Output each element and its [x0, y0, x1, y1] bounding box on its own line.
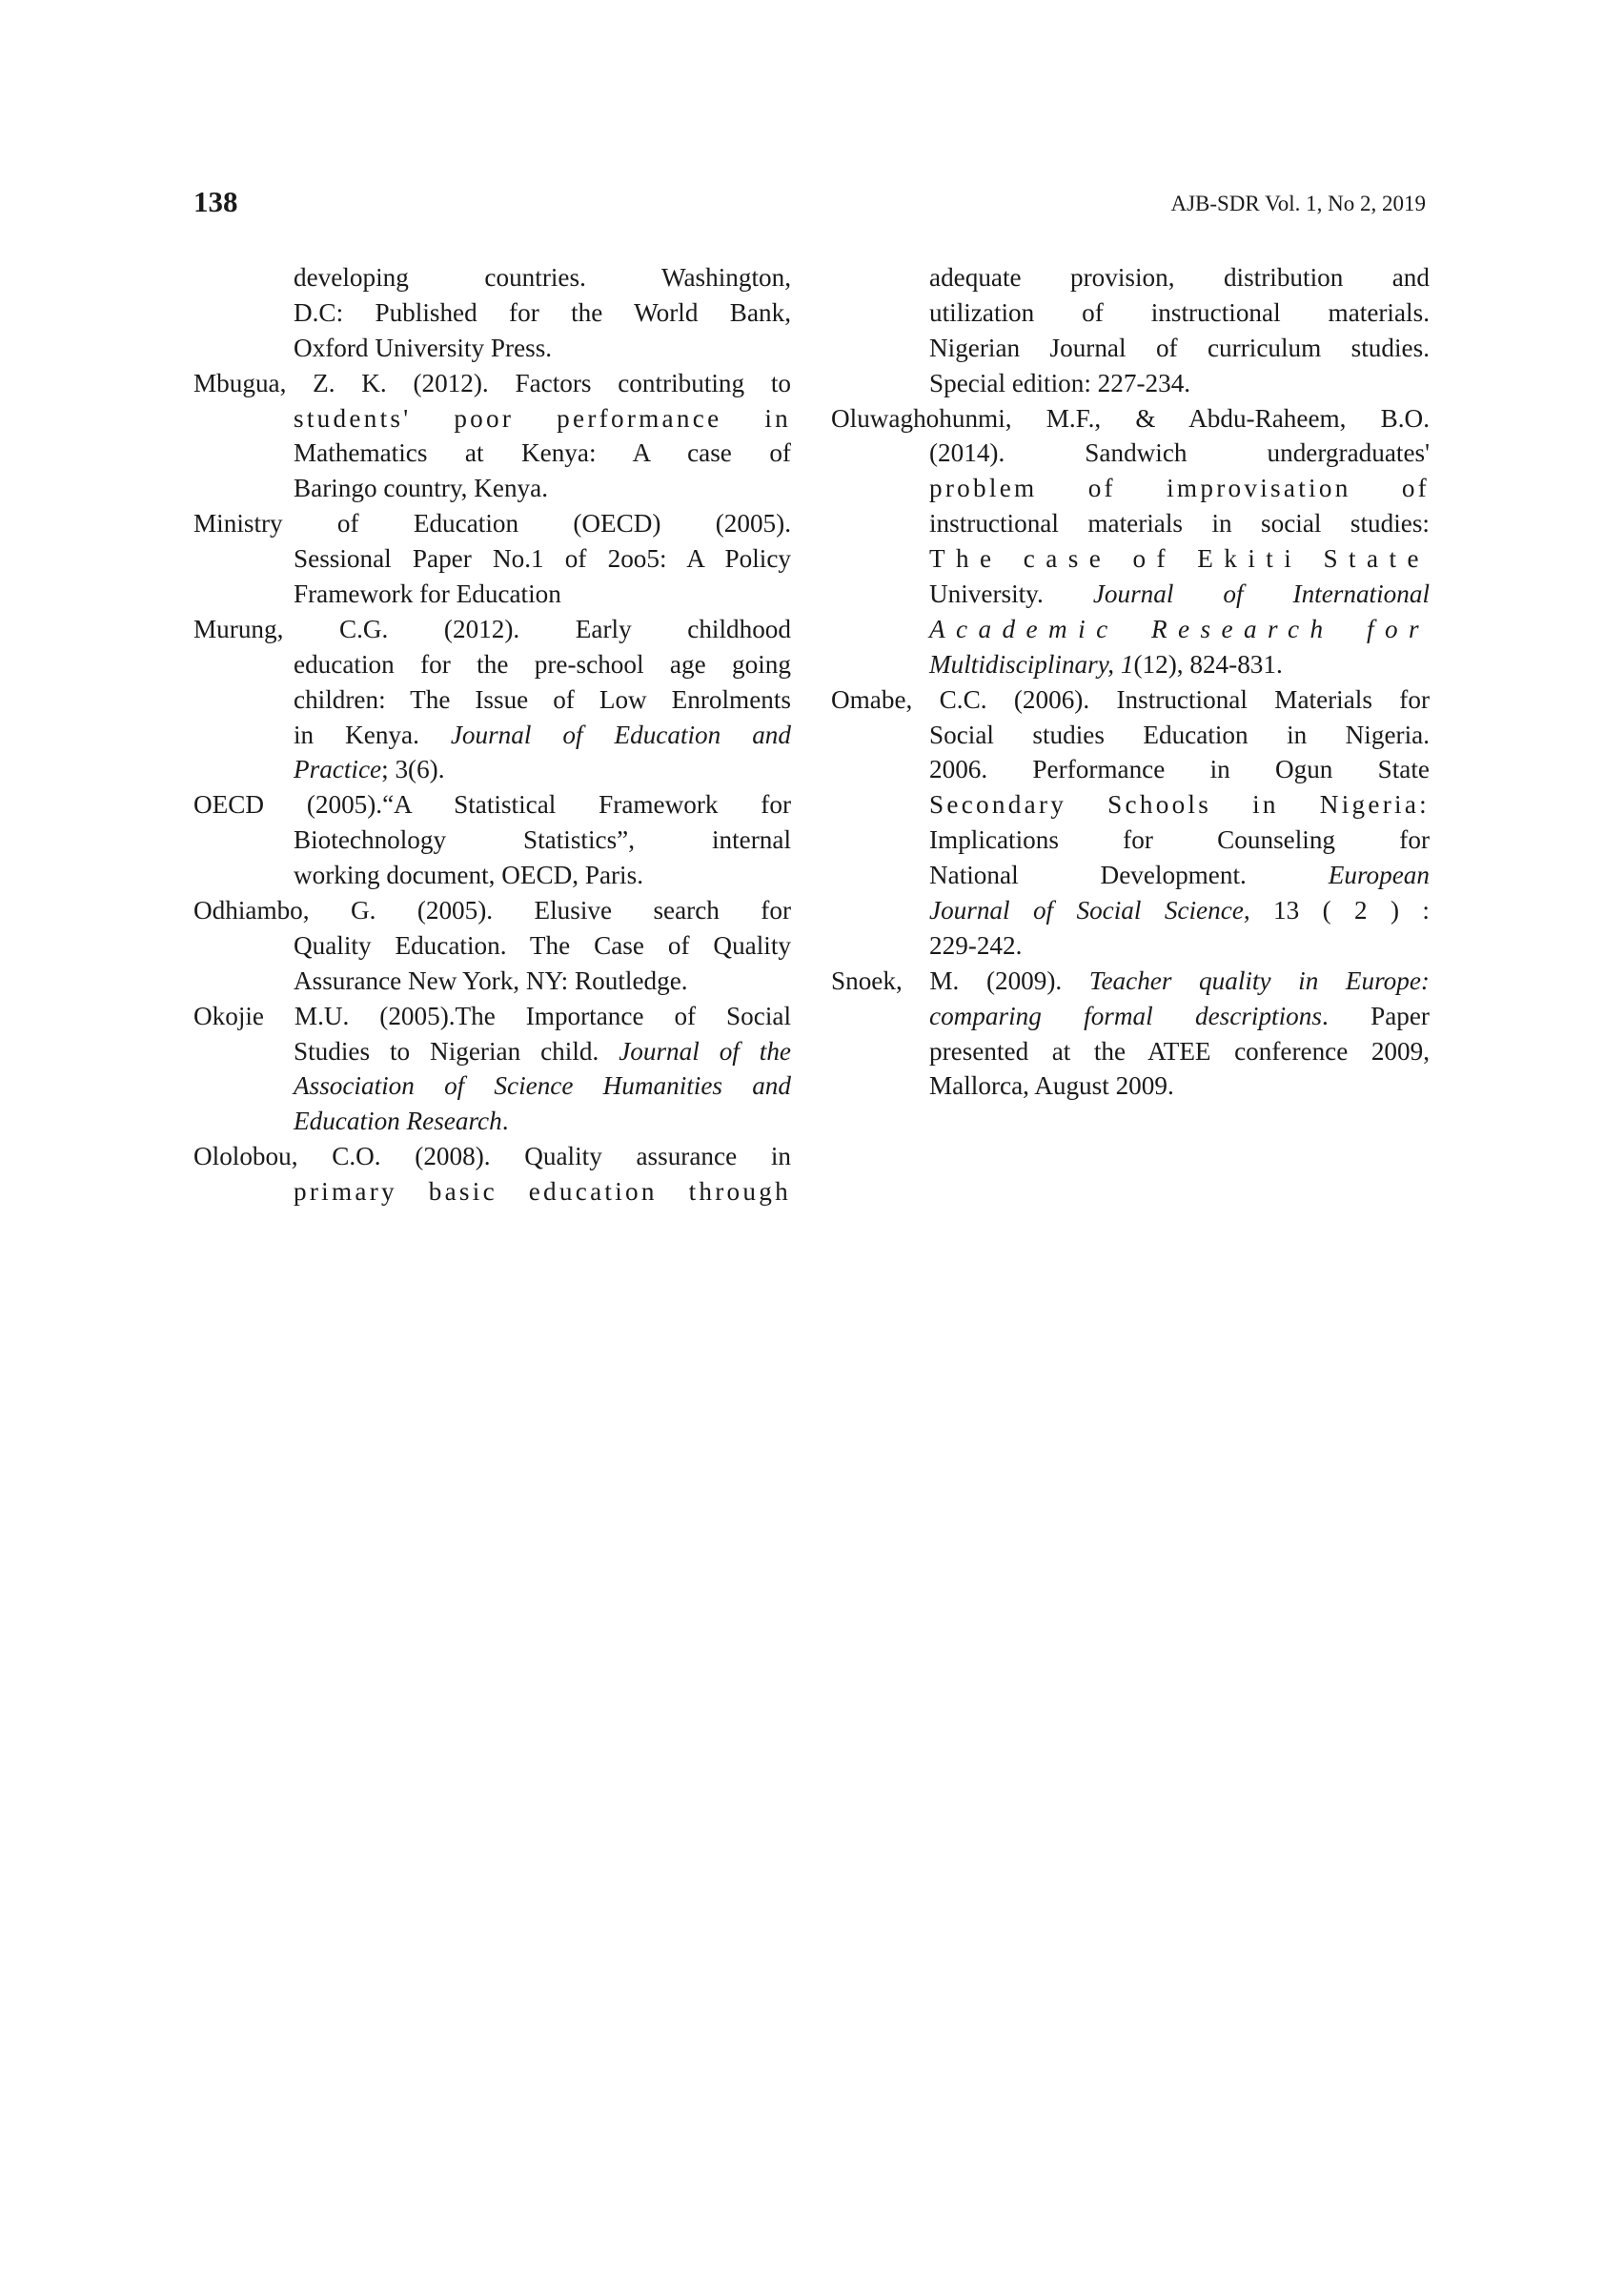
reference-line: [193, 577, 791, 612]
reference-italic-text: European: [1328, 861, 1430, 890]
reference-line: [831, 295, 1430, 331]
reference-text: (2014). Sandwich undergraduates': [929, 438, 1430, 468]
reference-line: [193, 1068, 791, 1104]
reference-line: [193, 999, 791, 1034]
reference-entry: [193, 506, 791, 612]
reference-entry: [193, 787, 791, 893]
reference-text: Okojie M.U. (2005).The Importance of Social: [193, 1001, 791, 1030]
reference-line: [831, 787, 1430, 823]
reference-line: [831, 964, 1430, 999]
reference-line: [831, 401, 1430, 437]
reference-text: working document, OECD, Paris.: [294, 861, 643, 890]
reference-line: [193, 331, 791, 366]
reference-text: (12), 824-831.: [1133, 649, 1283, 679]
reference-text: Odhiambo, G. (2005). Elusive search for: [193, 896, 791, 925]
reference-line: [831, 1068, 1430, 1104]
reference-line: [193, 858, 791, 893]
reference-text: students' poor performance in: [294, 403, 791, 433]
reference-line: [831, 260, 1430, 295]
reference-italic-text: Education Research: [294, 1107, 502, 1136]
references-column-right: [831, 260, 1430, 1104]
reference-text: Framework for Education: [294, 579, 561, 609]
reference-line: [193, 541, 791, 577]
reference-line: [831, 858, 1430, 893]
reference-line: [831, 823, 1430, 858]
reference-text: Ololobou, C.O. (2008). Quality assurance in: [193, 1142, 791, 1171]
reference-line: [831, 682, 1430, 718]
reference-line: [831, 752, 1430, 787]
reference-text: Ministry of Education (OECD) (2005).: [193, 509, 791, 539]
running-head: AJB-SDR Vol. 1, No 2, 2019: [1170, 192, 1426, 215]
reference-text: Sessional Paper No.1 of 2oo5: A Policy: [294, 544, 791, 574]
reference-entry: [193, 366, 791, 507]
reference-line: [831, 577, 1430, 612]
reference-line: [193, 295, 791, 331]
reference-entry: [831, 260, 1430, 401]
reference-text: 229-242.: [929, 930, 1023, 960]
reference-line: [193, 1034, 791, 1069]
reference-entry: [831, 401, 1430, 682]
reference-entry: [831, 682, 1430, 964]
reference-italic-text: Academic Research for: [929, 614, 1430, 643]
reference-line: [831, 1034, 1430, 1069]
reference-text: Studies to Nigerian child.: [294, 1036, 619, 1066]
reference-text: Special edition: 227-234.: [929, 368, 1191, 397]
reference-text: D.C: Published for the World Bank,: [294, 297, 791, 327]
reference-italic-text: Journal of International: [1092, 579, 1431, 609]
reference-line: [831, 612, 1430, 647]
reference-text: Quality Education. The Case of Quality: [294, 930, 791, 960]
reference-text: The case of Ekiti State: [929, 544, 1430, 574]
reference-line: [193, 1104, 791, 1139]
reference-text: Nigerian Journal of curriculum studies.: [929, 333, 1430, 362]
reference-text: children: The Issue of Low Enrolments: [294, 684, 791, 714]
reference-line: [831, 893, 1430, 928]
reference-text: Murung, C.G. (2012). Early childhood: [193, 614, 791, 643]
reference-line: [193, 1139, 791, 1174]
reference-line: [193, 682, 791, 718]
reference-line: [193, 823, 791, 858]
reference-text: presented at the ATEE conference 2009,: [929, 1036, 1430, 1066]
reference-italic-text: Teacher quality in Europe:: [1088, 966, 1430, 995]
reference-text: Implications for Counseling for: [929, 825, 1430, 855]
reference-text: utilization of instructional materials.: [929, 297, 1430, 327]
reference-text: Assurance New York, NY: Routledge.: [294, 966, 688, 995]
reference-line: [193, 260, 791, 295]
reference-line: [193, 787, 791, 823]
reference-text: University.: [929, 579, 1093, 609]
reference-line: [831, 506, 1430, 541]
reference-entry: [193, 260, 791, 366]
reference-text: Baringo country, Kenya.: [294, 474, 549, 503]
reference-entry: [193, 893, 791, 999]
reference-line: [831, 647, 1430, 682]
reference-entry: [193, 999, 791, 1140]
page-number: 138: [193, 185, 238, 218]
reference-text: 2006. Performance in Ogun State: [929, 755, 1430, 784]
reference-line: [193, 612, 791, 647]
reference-line: [193, 401, 791, 437]
references-column-left: [193, 260, 791, 1210]
reference-line: [831, 366, 1430, 401]
reference-entry: [193, 612, 791, 787]
reference-line: [193, 1174, 791, 1210]
reference-line: [831, 471, 1430, 506]
reference-line: [831, 436, 1430, 471]
reference-text: developing countries. Washington,: [294, 263, 791, 292]
reference-line: [193, 436, 791, 471]
reference-text: Mbugua, Z. K. (2012). Factors contributing to: [193, 368, 791, 397]
reference-text: in Kenya.: [294, 720, 451, 749]
reference-text: Oxford University Press.: [294, 333, 553, 362]
reference-line: [193, 752, 791, 787]
reference-text: .: [501, 1107, 509, 1136]
reference-line: [831, 718, 1430, 753]
reference-text: primary basic education through: [294, 1177, 791, 1207]
reference-italic-text: Journal of Social Science,: [929, 896, 1250, 925]
reference-line: [193, 366, 791, 401]
reference-text: Snoek, M. (2009).: [831, 966, 1089, 995]
reference-line: [831, 331, 1430, 366]
reference-text: education for the pre-school age going: [294, 649, 791, 679]
reference-text: instructional materials in social studies:: [929, 509, 1430, 539]
reference-text: National Development.: [929, 861, 1329, 890]
reference-line: [193, 928, 791, 964]
reference-text: Mallorca, August 2009.: [929, 1071, 1174, 1101]
reference-text: Oluwaghohunmi, M.F., & Abdu-Raheem, B.O.: [831, 403, 1430, 433]
reference-line: [193, 893, 791, 928]
reference-text: problem of improvisation of: [929, 474, 1430, 503]
reference-text: OECD (2005).“A Statistical Framework for: [193, 790, 791, 820]
reference-text: Biotechnology Statistics”, internal: [294, 825, 791, 855]
reference-line: [193, 506, 791, 541]
reference-italic-text: Multidisciplinary, 1: [929, 649, 1134, 679]
reference-text: adequate provision, distribution and: [929, 263, 1430, 292]
reference-text: . Paper: [1321, 1001, 1430, 1030]
reference-text: 13 ( 2 ) :: [1249, 896, 1430, 925]
reference-italic-text: Association of Science Humanities and: [294, 1071, 791, 1101]
reference-text: Secondary Schools in Nigeria:: [929, 790, 1430, 820]
reference-line: [193, 964, 791, 999]
reference-italic-text: Journal of the: [619, 1036, 791, 1066]
reference-line: [193, 471, 791, 506]
reference-entry: [831, 964, 1430, 1105]
reference-italic-text: comparing formal descriptions: [929, 1001, 1322, 1030]
reference-text: ; 3(6).: [381, 755, 445, 784]
reference-line: [831, 999, 1430, 1034]
reference-line: [831, 928, 1430, 964]
reference-text: Mathematics at Kenya: A case of: [294, 438, 791, 468]
reference-line: [193, 718, 791, 753]
reference-text: Social studies Education in Nigeria.: [929, 720, 1430, 749]
reference-line: [193, 647, 791, 682]
reference-line: [831, 541, 1430, 577]
reference-italic-text: Practice: [294, 755, 382, 784]
reference-italic-text: Journal of Education and: [450, 720, 791, 749]
reference-entry: [193, 1139, 791, 1210]
reference-text: Omabe, C.C. (2006). Instructional Materials for: [831, 684, 1430, 714]
